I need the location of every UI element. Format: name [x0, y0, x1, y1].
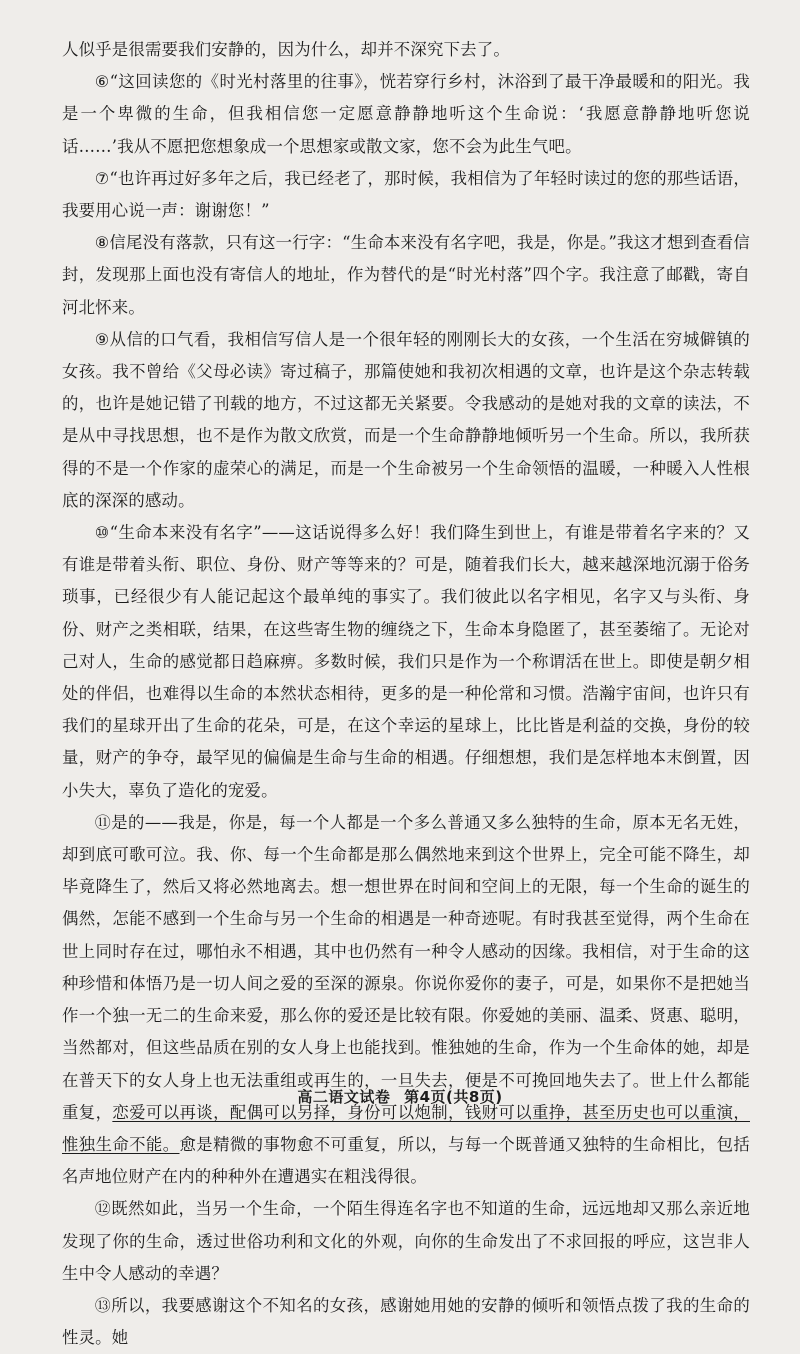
paragraph-0-text: 人似乎是很需要我们安静的，因为什么，却并不深究下去了。: [62, 40, 510, 59]
paragraph-13-marker: ⑬: [94, 1295, 112, 1315]
footer-page-number: 第4页(共8页): [404, 1088, 503, 1106]
paragraph-8-text: 信尾没有落款，只有这一行字：“生命本来没有名字吧，我是，你是。”我这才想到查看信封，发现那上面也没有寄信人的地址，作为替代的是“时光村落”四个字。我注意了邮戳，寄自河北怀来。: [62, 233, 750, 317]
paragraph-6-text: “这回读您的《时光村落里的往事》，恍若穿行乡村，沐浴到了最干净最暖和的阳光。我是一个卑微的生命，但我相信您一定愿意静静地听这个生命说：‘我愿意静静地听您说话……’我从不愿把您想象成一个思想家或散文家，您不会为此生气吧。: [62, 72, 750, 156]
paragraph-10: [62, 517, 750, 807]
paragraph-11-tail: 愈是精微的事物愈不可重复，所以，与每一个既普通又独特的生命相比，包括名声地位财产在内的种种外在遭遇实在粗浅得很。: [62, 1134, 750, 1187]
paragraph-11-marker: ⑪: [94, 812, 112, 832]
paragraph-12-text: 既然如此，当另一个生命，一个陌生得连名字也不知道的生命，远远地却又那么亲近地发现了你的生命，透过世俗功利和文化的外观，向你的生命发出了不求回报的呼应，这岂非人生中令人感动的幸遇？: [62, 1199, 750, 1283]
paragraph-0: [62, 34, 750, 66]
paragraph-7-marker: ⑦: [94, 168, 110, 188]
paragraph-8: [62, 227, 750, 324]
paragraph-11-text: 是的——我是，你是，每一个人都是一个多么普通又多么独特的生命，原本无名无姓，却到底可歌可泣。我、你、每一个生命都是那么偶然地来到这个世界上，完全可能不降生，却毕竟降生了，然后又将必然地离去。想一想世界在时间和空间上的无限，每一个生命的诞生的偶然，怎能不感到一个生命与另一个生命的相遇是一种奇迹呢。有时我甚至觉得，两个生命在世上同时存在过，哪怕永不相遇，其中也仍然有一种令人感动的因缘。我相信，对于生命的这种珍惜和体悟乃是一切人间之爱的至深的源泉。你说你爱你的妻子，可是，如果你不是把她当作一个独一无二的生命来爱，那么你的爱还是比较有限。你爱她的美丽、温柔、贤惠、聪明，当然都对，但这些品质在别的女人身上也能找到。惟独她的生命，作为一个生命体的她，却是在普天下的女人身上也无法重组或再生的，一旦失去，便是不可挽回地失去了。世上什么都能重复，: [62, 812, 750, 1122]
page-footer: [0, 1086, 800, 1107]
paragraph-7-text: “也许再过好多年之后，我已经老了，那时候，我相信为了年轻时读过的您的那些话语，我要用心说一声：谢谢您！”: [62, 168, 750, 221]
paragraph-9: [62, 324, 750, 517]
paragraph-9-text: 从信的口气看，我相信写信人是一个很年轻的刚刚长大的女孩，一个生活在穷城僻镇的女孩。我不曾给《父母必读》寄过稿子，那篇使她和我初次相遇的文章，也许是这个杂志转载的，也许是她记错了刊载的地方，不过这都无关紧要。令我感动的是她对我的文章的读法，不是从中寻找思想，也不是作为散文欣赏，而是一个生命静静地倾听另一个生命。所以，我所获得的不是一个作家的虚荣心的满足，而是一个生命被另一个生命领悟的温暖，一种暖入人性根底的深深的感动。: [62, 329, 750, 510]
paragraph-7: [62, 163, 750, 227]
paragraph-8-marker: ⑧: [94, 233, 110, 253]
paragraph-10-marker: ⑩: [94, 523, 110, 543]
paragraph-6-marker: ⑥: [94, 72, 110, 92]
paragraph-10-text: “生命本来没有名字”——这话说得多么好！我们降生到世上，有谁是带着名字来的？又有谁是带着头衔、职位、身份、财产等等来的？可是，随着我们长大，越来越深地沉溺于俗务琐事，已经很少有人能记起这个最单纯的事实了。我们彼此以名字相见，名字又与头衔、身份、财产之类相联，结果，在这些寄生物的缠绕之下，生命本身隐匿了，甚至萎缩了。无论对己对人，生命的感觉都日趋麻痹。多数时候，我们只是作为一个称谓活在世上。即使是朝夕相处的伴侣，也难得以生命的本然状态相待，更多的是一种伦常和习惯。浩瀚宇宙间，也许只有我们的星球开出了生命的花朵，可是，在这个幸运的星球上，比比皆是利益的交换，身份的较量，财产的争夺，最罕见的偏偏是生命与生命的相遇。仔细想想，我们是怎样地本末倒置，因小失大，辜负了造化的宠爱。: [62, 523, 750, 800]
paragraph-6: [62, 66, 750, 163]
footer-title: 高二语文试卷: [297, 1088, 391, 1106]
paragraph-11: [62, 807, 750, 1193]
paragraph-13: [62, 1290, 750, 1354]
paragraph-9-marker: ⑨: [94, 329, 110, 349]
paragraph-12-marker: ⑫: [94, 1199, 112, 1219]
paragraph-13-text: 所以，我要感谢这个不知名的女孩，感谢她用她的安静的倾听和领悟点拨了我的生命的性灵。她: [62, 1295, 750, 1348]
paragraph-12: [62, 1193, 750, 1290]
underlined-sentence: 恋爱可以再谈，配偶可以另择，身份可以炮制，钱财可以重挣，甚至历史也可以重演，惟独生命不能。: [62, 1102, 750, 1154]
